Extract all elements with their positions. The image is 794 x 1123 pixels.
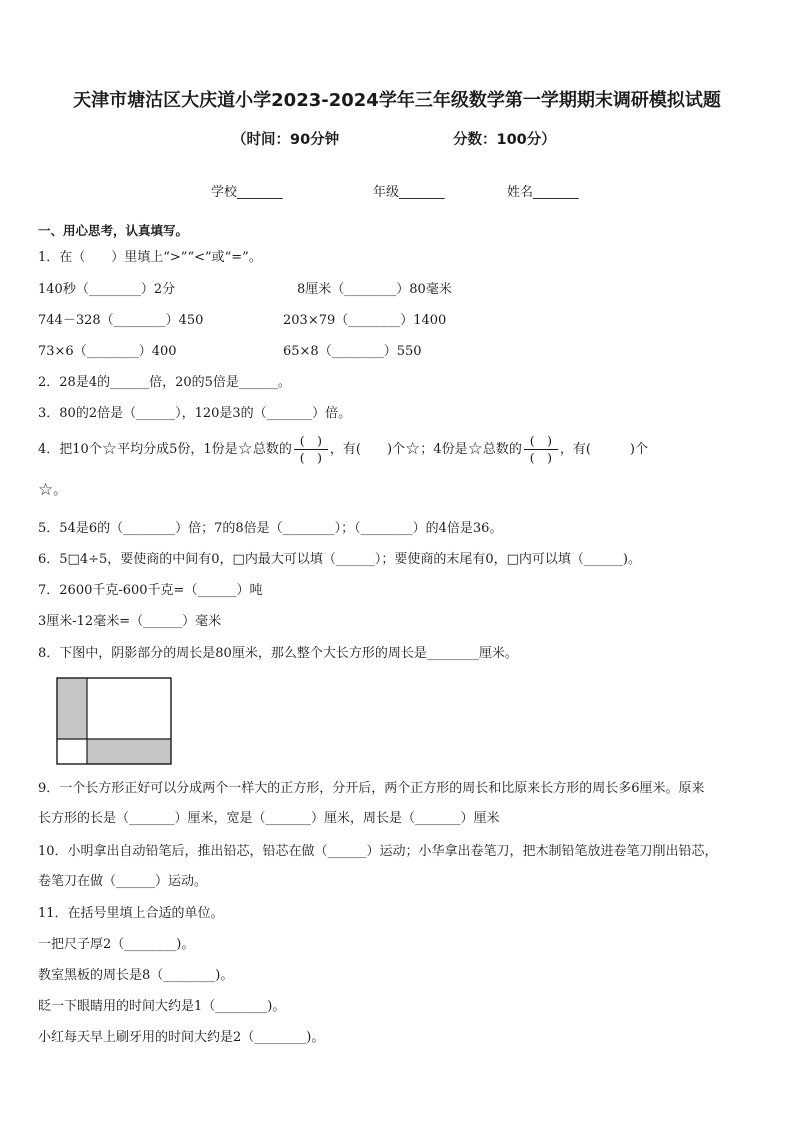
- rectangle-diagram: [56, 677, 172, 765]
- score-label: 分数：100分）: [453, 132, 556, 148]
- name-field[interactable]: 姓名_______: [507, 185, 579, 200]
- q1-c2[interactable]: 65×8（________）550: [283, 344, 422, 359]
- q1-b2[interactable]: 203×79（________）1400: [283, 313, 447, 328]
- fraction-blank-1[interactable]: [294, 434, 328, 465]
- q2[interactable]: 2．28是4的______倍，20的5倍是______。: [38, 375, 291, 390]
- star-icon: ☆: [405, 439, 421, 459]
- q10-line-1[interactable]: 10．小明拿出自动铅笔后，推出铅芯，铅芯在做（______）运动；小华拿出卷笔刀，把木制铅笔放进卷笔刀削出铅芯，: [38, 844, 718, 859]
- q7-b[interactable]: 3厘米-12毫米=（______）毫米: [38, 614, 222, 629]
- q11-a[interactable]: 一把尺子厚2（________)。: [38, 937, 195, 952]
- q9-line-2[interactable]: 长方形的长是（_______）厘米，宽是（_______）厘米，周长是（_______）厘米: [38, 811, 500, 826]
- fraction-numerator[interactable]: ( ): [299, 433, 323, 448]
- grade-field[interactable]: 年级_______: [373, 185, 445, 200]
- q8[interactable]: 8．下图中，阴影部分的周长是80厘米，那么整个大长方形的周长是________厘米。: [38, 646, 518, 661]
- q11-d[interactable]: 小红每天早上刷牙用的时间大约是2（________)。: [38, 1030, 325, 1045]
- school-field[interactable]: 学校_______: [211, 185, 283, 200]
- q6[interactable]: 6．5□4÷5，要使商的中间有0，□内最大可以填（______）；要使商的末尾有0，□内可以填（______)。: [38, 552, 641, 567]
- fraction-denominator[interactable]: ( ): [299, 450, 323, 465]
- q4-continuation: [38, 482, 66, 500]
- time-label: （时间：90分钟: [232, 132, 340, 148]
- star-icon: ☆: [38, 480, 54, 500]
- q1-c1[interactable]: 73×6（________）400: [38, 344, 177, 359]
- star-icon: ☆: [101, 439, 118, 459]
- q11-c[interactable]: 眨一下眼睛用的时间大约是1（________)。: [38, 999, 286, 1014]
- q4-text-5: ；4份是: [420, 442, 468, 457]
- shaded-bottom-rect: [87, 739, 171, 764]
- q5[interactable]: 5．54是6的（________）倍；7的8倍是（________）；（________）的4倍是36。: [38, 521, 503, 536]
- section-1-heading: 一、用心思考，认真填写。: [38, 223, 189, 238]
- q4-text-1: 4．把10个: [38, 442, 102, 457]
- star-icon: ☆: [467, 439, 483, 459]
- q1-b1[interactable]: 744－328（________）450: [38, 313, 204, 328]
- fraction-denominator[interactable]: ( ): [529, 450, 552, 465]
- fraction-blank-2[interactable]: [524, 434, 558, 465]
- exam-title: 天津市塘沽区大庆道小学2023-2024学年三年级数学第一学期期末调研模拟试题: [73, 90, 721, 111]
- q4-text-4: ，有( )个: [329, 442, 406, 457]
- q1-a2[interactable]: 8厘米（________）80毫米: [297, 282, 452, 297]
- fraction-numerator[interactable]: ( ): [529, 433, 552, 448]
- q4-text-7: ，有( )个: [559, 442, 648, 457]
- shaded-left-rect: [57, 678, 87, 739]
- q7-a[interactable]: 7．2600千克-600千克=（______）吨: [38, 583, 263, 598]
- q4-text-2: 平均分成5份，1份是: [117, 442, 238, 457]
- q4[interactable]: [38, 432, 648, 468]
- q1-intro: 1．在（ ）里填上“>”“<”或“=”。: [38, 250, 262, 265]
- q4-text-6: 总数的: [482, 442, 522, 457]
- q11-intro: 11．在括号里填上合适的单位。: [38, 906, 224, 921]
- star-icon: ☆: [237, 439, 253, 459]
- q1-a1[interactable]: 140秒（________）2分: [38, 282, 176, 297]
- q4-text-3: 总数的: [252, 442, 292, 457]
- q3[interactable]: 3．80的2倍是（______），120是3的（_______）倍。: [38, 406, 352, 421]
- q4-text-8: 。: [53, 483, 67, 498]
- q9-line-1: 9．一个长方形正好可以分成两个一样大的正方形，分开后，两个正方形的周长和比原来长方形的周长多6厘米。原来: [38, 781, 705, 796]
- q10-line-2[interactable]: 卷笔刀在做（______）运动。: [38, 874, 208, 889]
- q11-b[interactable]: 教室黑板的周长是8（________)。: [38, 968, 234, 983]
